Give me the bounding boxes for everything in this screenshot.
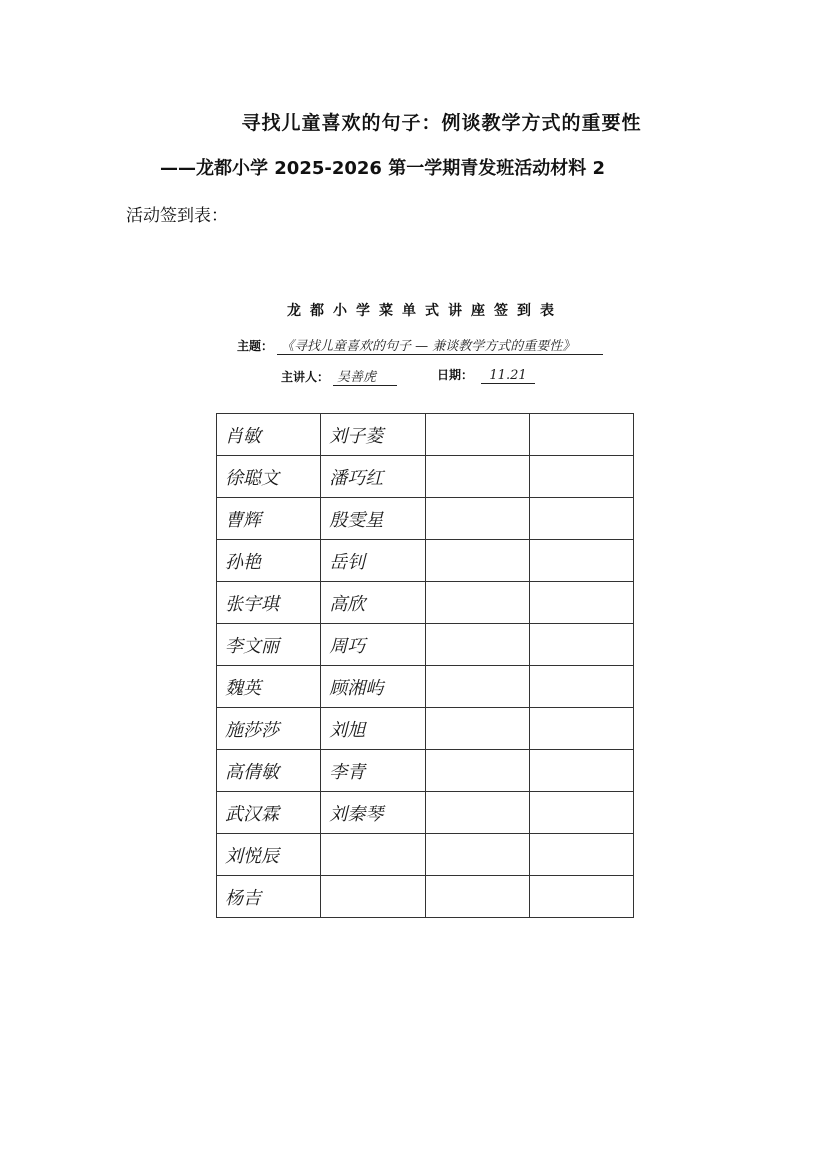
- table-row: [217, 666, 634, 708]
- table-row: [217, 540, 634, 582]
- table-row: [217, 834, 634, 876]
- signature-cell: 高欣: [321, 582, 425, 624]
- signature-cell: 刘子菱: [321, 414, 425, 456]
- table-row: [217, 750, 634, 792]
- table-row: [217, 792, 634, 834]
- signature-cell: [529, 414, 633, 456]
- table-row: [217, 624, 634, 666]
- signature-cell: 施莎莎: [217, 708, 321, 750]
- speaker-row: [281, 366, 397, 386]
- signature-cell: [425, 540, 529, 582]
- signature-cell: 武汉霖: [217, 792, 321, 834]
- signature-cell: 殷雯星: [321, 498, 425, 540]
- signature-cell: [529, 456, 633, 498]
- section-label: 活动签到表：: [126, 206, 228, 226]
- signature-cell: [529, 582, 633, 624]
- signature-cell: 肖敏: [217, 414, 321, 456]
- speaker-label: 主讲人：: [281, 370, 330, 384]
- signature-cell: [425, 792, 529, 834]
- signature-cell: 刘悦辰: [217, 834, 321, 876]
- signature-cell: [529, 666, 633, 708]
- date-value: 11.21: [481, 368, 535, 384]
- document-subtitle: ——龙都小学 2025-2026 第一学期青发班活动材料 2: [160, 158, 605, 179]
- topic-label: 主题：: [237, 339, 274, 353]
- signature-cell: [425, 666, 529, 708]
- table-row: [217, 456, 634, 498]
- date-label: 日期：: [437, 368, 474, 382]
- topic-row: [237, 335, 603, 355]
- signature-cell: [425, 414, 529, 456]
- signature-cell: [425, 834, 529, 876]
- table-row: [217, 876, 634, 918]
- signature-cell: [529, 750, 633, 792]
- table-row: [217, 498, 634, 540]
- signature-cell: 岳钊: [321, 540, 425, 582]
- signature-cell: [425, 750, 529, 792]
- signature-cell: [529, 708, 633, 750]
- signature-cell: 顾湘屿: [321, 666, 425, 708]
- signature-cell: [321, 834, 425, 876]
- sign-in-table: [216, 413, 634, 918]
- signature-cell: 李文丽: [217, 624, 321, 666]
- document-title: 寻找儿童喜欢的句子：例谈教学方式的重要性: [241, 112, 642, 134]
- signature-cell: [529, 498, 633, 540]
- signature-cell: [529, 540, 633, 582]
- signature-cell: 魏英: [217, 666, 321, 708]
- signature-cell: [425, 498, 529, 540]
- topic-value: 《寻找儿童喜欢的句子 — 兼谈教学方式的重要性》: [277, 335, 603, 355]
- signature-cell: 李青: [321, 750, 425, 792]
- signature-cell: [529, 834, 633, 876]
- signature-cell: [425, 582, 529, 624]
- signature-cell: 杨吉: [217, 876, 321, 918]
- date-row: [437, 366, 535, 384]
- table-row: [217, 582, 634, 624]
- speaker-value: 吴善虎: [333, 366, 397, 386]
- signature-cell: 高倩敏: [217, 750, 321, 792]
- signature-cell: 张宇琪: [217, 582, 321, 624]
- signature-cell: [529, 792, 633, 834]
- signature-cell: [529, 624, 633, 666]
- sheet-title: 龙都小学菜单式讲座签到表: [287, 303, 563, 319]
- signature-cell: 周巧: [321, 624, 425, 666]
- signature-cell: [425, 456, 529, 498]
- signature-cell: [321, 876, 425, 918]
- signature-cell: 刘旭: [321, 708, 425, 750]
- signature-cell: [425, 624, 529, 666]
- signature-cell: [425, 708, 529, 750]
- signature-cell: 曹辉: [217, 498, 321, 540]
- sign-in-sheet-scan: [205, 290, 645, 950]
- table-row: [217, 708, 634, 750]
- signature-cell: [529, 876, 633, 918]
- signature-cell: [425, 876, 529, 918]
- signature-cell: 孙艳: [217, 540, 321, 582]
- signature-cell: 刘秦琴: [321, 792, 425, 834]
- signature-cell: 潘巧红: [321, 456, 425, 498]
- signature-cell: 徐聪文: [217, 456, 321, 498]
- table-row: [217, 414, 634, 456]
